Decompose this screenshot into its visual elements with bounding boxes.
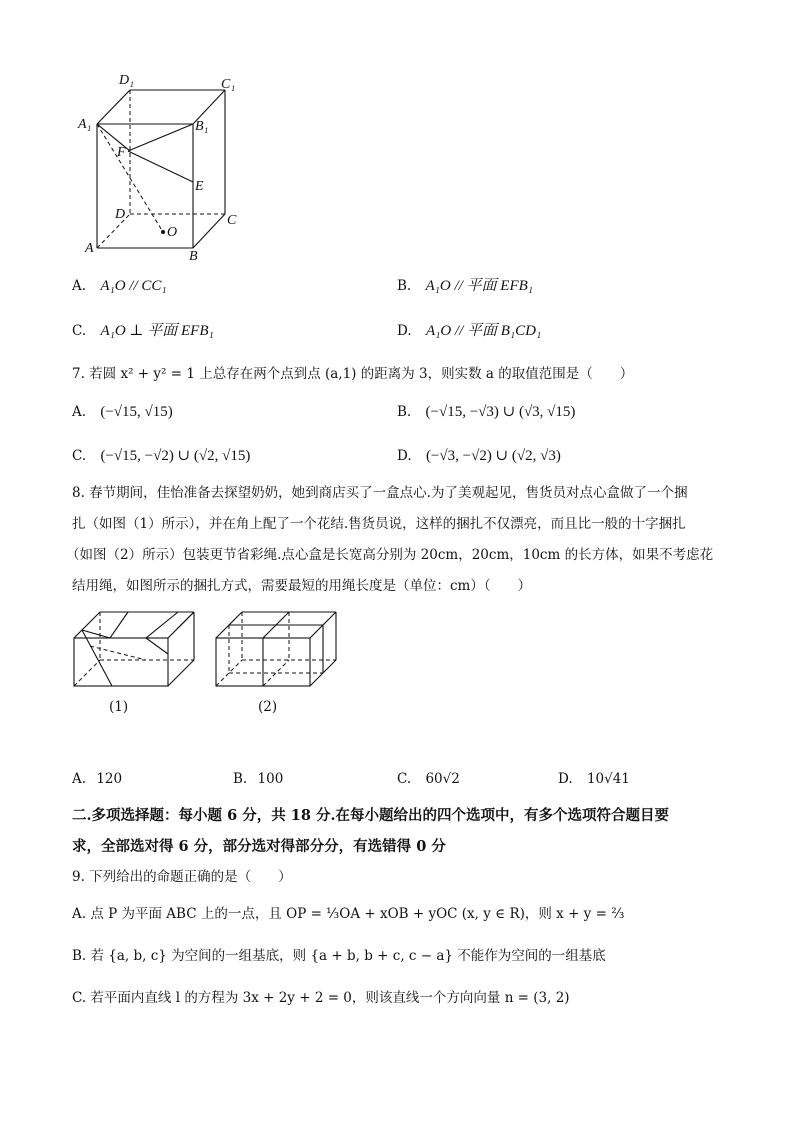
- q6-option-d[interactable]: [397, 321, 541, 341]
- option-label: A.: [72, 404, 87, 420]
- option-label: B.: [397, 278, 412, 294]
- q6-option-c[interactable]: [72, 321, 214, 341]
- q8-line-2: 扎（如图（1）所示），并在角上配了一个花结.售货员说，这样的捆扎不仅漂亮，而且比一般的十字捆扎: [72, 516, 686, 532]
- fig2-caption: (2): [258, 699, 278, 715]
- fig1-caption: (1): [109, 699, 129, 715]
- option-text: A₁O // 平面 B₁CD₁: [425, 323, 542, 339]
- q7-stem: 7. 若圆 x² + y² = 1 上总存在两个点到点 (a,1) 的距离为 3，则实数 a 的取值范围是（ ）: [72, 366, 634, 382]
- q8-option-d[interactable]: [558, 769, 630, 789]
- option-label: D.: [397, 448, 412, 464]
- label-B: B: [189, 249, 198, 264]
- option-label: D.: [558, 771, 573, 787]
- label-O: O: [167, 225, 178, 240]
- q8-line-4: 结用绳，如图所示的捆扎方式，需要最短的用绳长度是（单位：cm）（ ）: [72, 578, 532, 594]
- q9-option-b[interactable]: B. 若 {a, b, c} 为空间的一组基底，则 {a + b, b + c, c − a} 不能作为空间的一组基底: [72, 948, 606, 964]
- label-D: D: [115, 207, 126, 222]
- q8-option-a[interactable]: [72, 769, 122, 789]
- label-C: C: [227, 213, 237, 228]
- option-label: A.: [72, 771, 87, 787]
- option-text: A₁O // 平面 EFB₁: [425, 278, 534, 294]
- q9-option-c[interactable]: C. 若平面内直线 l 的方程为 3x + 2y + 2 = 0，则该直线一个方向向量 n = (3, 2): [72, 990, 570, 1006]
- option-text: 120: [96, 771, 123, 787]
- label-C1: C₁: [221, 77, 236, 92]
- q8-line-1: 8. 春节期间，佳怡准备去探望奶奶，她到商店买了一盒点心.为了美观起见，售货员对点心盒做了一个捆: [72, 485, 688, 501]
- option-text: (−√15, −√3) ∪ (√3, √15): [425, 404, 576, 420]
- option-text: A₁O // CC₁: [100, 278, 167, 294]
- label-A: A: [85, 241, 94, 256]
- option-label: C.: [72, 448, 87, 464]
- q8-option-b[interactable]: [233, 769, 283, 789]
- option-label: C.: [397, 771, 412, 787]
- option-label: D.: [397, 323, 412, 339]
- option-text: 60√2: [425, 771, 460, 787]
- option-text: 10√41: [586, 771, 630, 787]
- prism-figure: [75, 68, 250, 268]
- q8-option-c[interactable]: [397, 769, 460, 789]
- label-F: F: [117, 145, 126, 160]
- q9-option-a[interactable]: A. 点 P 为平面 ABC 上的一点，且 OP = ⅓OA + xOB + yOC (x, y ∈ R)，则 x + y = ⅔: [72, 906, 625, 922]
- q6-option-b[interactable]: [397, 276, 533, 296]
- section-2-heading-line-2: 求，全部选对得 6 分，部分选对得部分分，有选错得 0 分: [72, 838, 446, 855]
- box-figure-1: [70, 606, 200, 692]
- option-label: B.: [233, 771, 248, 787]
- box-figure-2: [212, 606, 342, 692]
- option-text: (−√15, −√2) ∪ (√2, √15): [100, 448, 251, 464]
- q7-option-d[interactable]: [397, 446, 561, 466]
- option-text: (−√3, −√2) ∪ (√2, √3): [425, 448, 561, 464]
- q6-option-a[interactable]: [72, 276, 167, 296]
- option-text: (−√15, √15): [100, 404, 173, 420]
- q7-option-b[interactable]: [397, 402, 575, 422]
- option-label: C.: [72, 323, 87, 339]
- label-A1: A₁: [78, 117, 92, 132]
- q8-line-3: （如图（2）所示）包装更节省彩绳.点心盒是长宽高分别为 20cm，20cm，10cm 的长方体，如果不考虑花: [66, 547, 714, 563]
- q9-stem: 9. 下列给出的命题正确的是（ ）: [72, 869, 292, 885]
- option-text: 100: [257, 771, 284, 787]
- label-D1: D₁: [119, 73, 134, 88]
- option-text: A₁O ⊥ 平面 EFB₁: [100, 323, 214, 339]
- q7-option-c[interactable]: [72, 446, 250, 466]
- section-2-heading-line-1: 二.多项选择题：每小题 6 分，共 18 分.在每小题给出的四个选项中，有多个选项符合题目要: [72, 807, 670, 824]
- q7-option-a[interactable]: [72, 402, 173, 422]
- label-E: E: [195, 179, 204, 194]
- option-label: B.: [397, 404, 412, 420]
- option-label: A.: [72, 278, 87, 294]
- label-B1: B₁: [195, 119, 209, 134]
